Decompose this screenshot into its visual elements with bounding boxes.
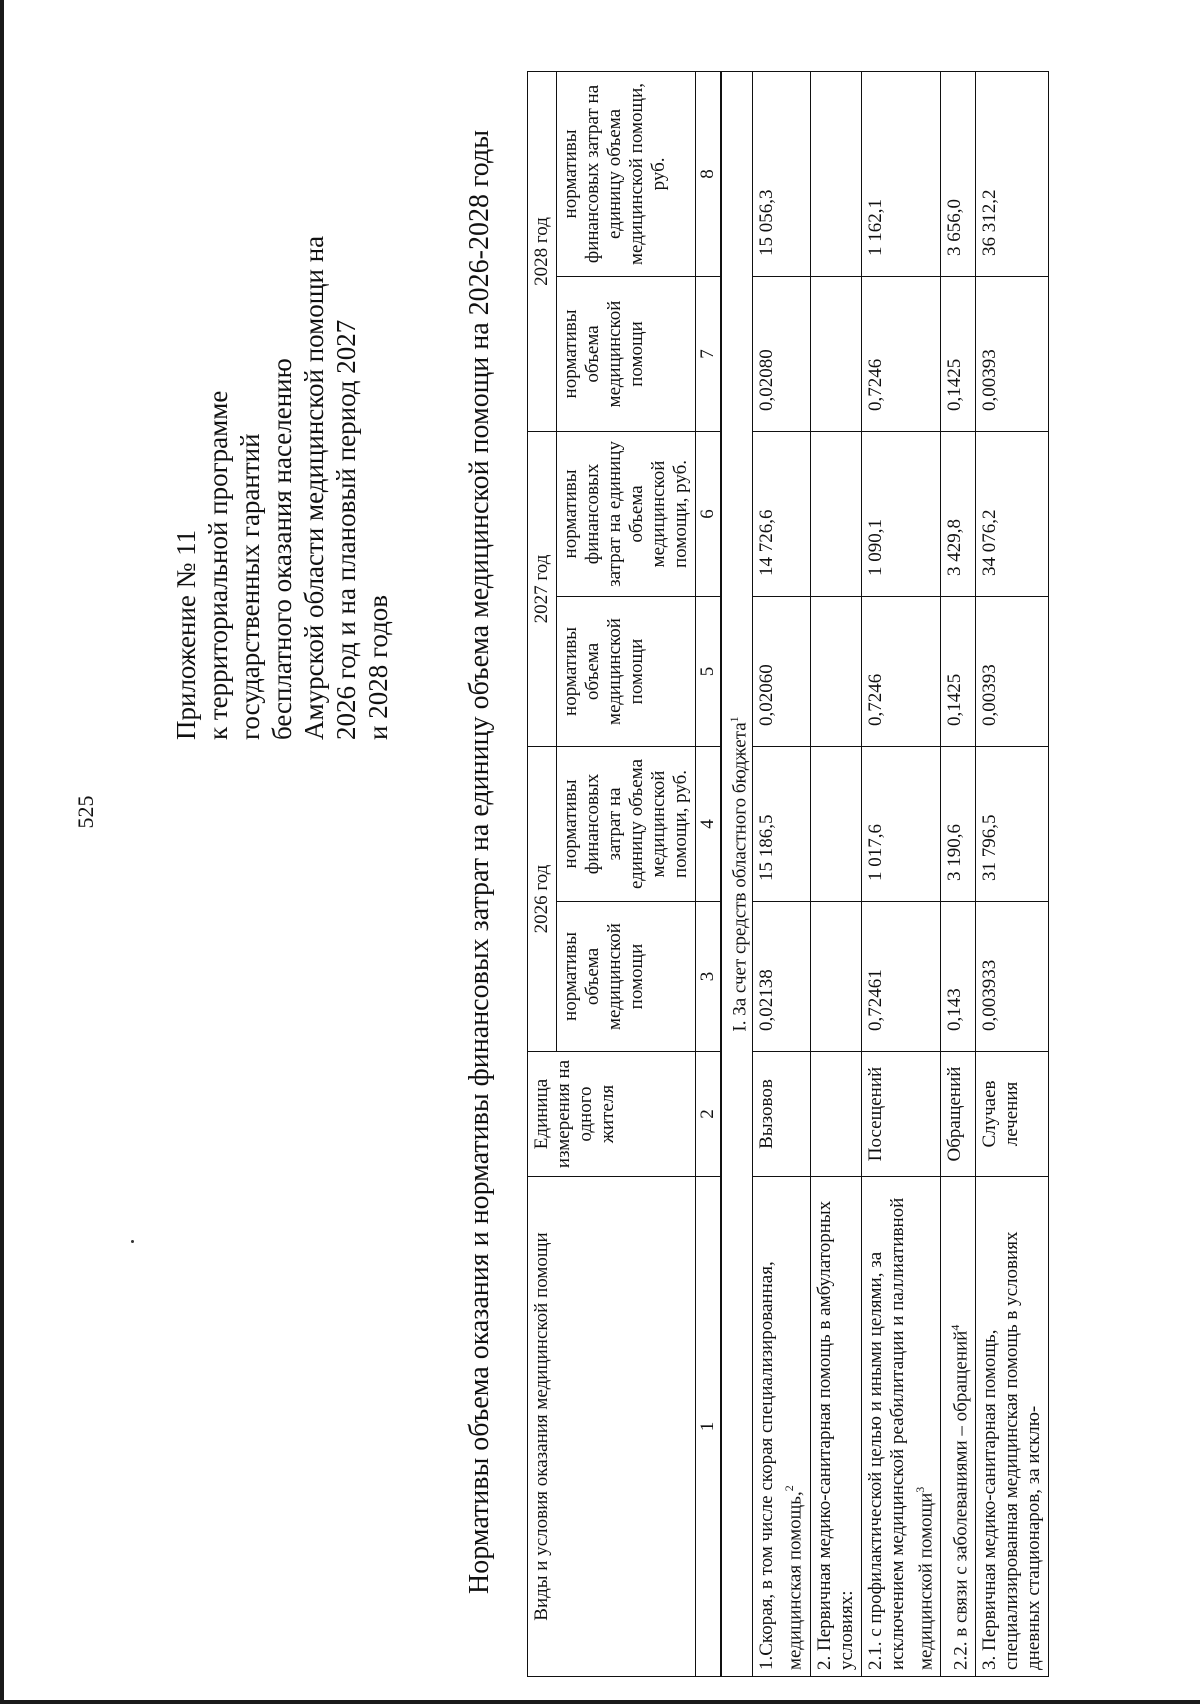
row-finance-2027: 1 090,1 [861,431,940,596]
column-number: 4 [696,746,722,901]
row-finance-2026 [810,746,861,901]
row-volume-2027: 0,02060 [753,596,810,746]
row-volume-2027 [810,596,861,746]
appendix-line: государственных гарантий [235,433,265,740]
row-volume-2026: 0,72461 [861,902,940,1052]
row-volume-2027: 0,00393 [976,596,1049,746]
column-number: 7 [696,276,722,431]
row-volume-2028: 0,02080 [753,276,810,431]
header-volume-2027: нормативы объема медицинской помощи [557,596,696,746]
table-row [940,71,975,1676]
row-volume-2028: 0,1425 [940,276,975,431]
row-name-text: 2.2. в связи с заболеваниями – обращений [950,1330,972,1670]
row-finance-2027: 34 076,2 [976,431,1049,596]
row-unit: Обращений [940,1052,975,1177]
header-year-2026: 2026 год [528,746,557,1051]
row-volume-2027: 0,7246 [861,596,940,746]
header-finance-2028: нормативы финансовых затрат на единицу объема медицинской помощи, руб. [557,71,696,276]
row-unit: Посещений [861,1052,940,1177]
row-name [861,1177,940,1677]
row-unit [810,1052,861,1177]
row-finance-2027 [810,431,861,596]
table-row [976,71,1049,1676]
header-volume-2028: нормативы объема медицинской помощи [557,276,696,431]
row-volume-2028: 0,7246 [861,276,940,431]
column-number: 3 [696,902,722,1052]
section-title [721,71,753,1676]
table-row [753,71,810,1676]
column-number: 1 [696,1177,722,1677]
section-row [721,71,753,1676]
row-name [976,1177,1049,1677]
table-row [861,71,940,1676]
footnote-mark: 4 [947,1324,962,1331]
row-finance-2027: 14 726,6 [753,431,810,596]
row-unit: Вызовов [753,1052,810,1177]
row-name [810,1177,861,1677]
row-volume-2026: 0,003933 [976,902,1049,1052]
row-finance-2026: 15 186,5 [753,746,810,901]
row-volume-2026: 0,143 [940,902,975,1052]
row-finance-2026: 3 190,6 [940,746,975,901]
appendix-line: к территориальной программе [203,390,233,740]
row-name-text: 3. Первичная медико-санитарная помощь, специализированная медицинская помощь в условиях дневных стационаров, за исклю- [979,1231,1045,1670]
row-volume-2028 [810,276,861,431]
appendix-line: 2026 год и на плановый период 2027 [331,319,361,740]
column-number: 5 [696,596,722,746]
norms-table [527,71,1049,1677]
row-unit: Случаев лечения [976,1052,1049,1177]
row-volume-2027: 0,1425 [940,596,975,746]
footnote-mark: 2 [782,1485,797,1492]
row-volume-2026 [810,902,861,1052]
appendix-line: и 2028 годов [363,594,393,740]
header-year-2027: 2027 год [528,431,557,746]
header-volume-2026: нормативы объема медицинской помощи [557,902,696,1052]
row-finance-2026: 1 017,6 [861,746,940,901]
header-kinds: Виды и условия оказания медицинской помощи [528,1177,696,1677]
row-finance-2028: 36 312,2 [976,71,1049,276]
row-volume-2026: 0,02138 [753,902,810,1052]
row-name-text: 2. Первичная медико-санитарная помощь в амбулаторных условиях: [813,1200,857,1670]
section-footnote-mark: 1 [727,716,741,723]
norms-table-container [527,72,1093,1677]
scan-speck [131,1240,134,1243]
column-number: 2 [696,1052,722,1177]
row-finance-2028: 1 162,1 [861,71,940,276]
header-row-years [528,71,557,1676]
document-title: Нормативы объема оказания и нормативы финансовых затрат на единицу объема медицинской помощи на 2026-2028 годы [464,129,495,1594]
header-unit: Единица измерения на одного жителя [528,1052,696,1177]
column-number: 8 [696,71,722,276]
row-finance-2028: 3 656,0 [940,71,975,276]
footnote-mark: 3 [912,1486,927,1493]
row-name [940,1177,975,1677]
section-text: I. За счет средств областного бюджета [729,722,751,1032]
appendix-line: Приложение № 11 [171,529,201,740]
row-finance-2028 [810,71,861,276]
row-volume-2028: 0,00393 [976,276,1049,431]
row-name [753,1177,810,1677]
header-year-2028: 2028 год [528,71,557,431]
page-number: 525 [73,795,98,829]
row-name-text: 1.Скорая, в том числе скорая специализированная, медицинская помощь, [756,1261,806,1670]
row-finance-2026: 31 796,5 [976,746,1049,901]
table-row [810,71,861,1676]
appendix-line: бесплатного оказания населению [267,358,297,740]
row-finance-2028: 15 056,3 [753,71,810,276]
header-finance-2026: нормативы финансовых затрат на единицу объема медицинской помощи, руб. [557,746,696,901]
header-finance-2027: нормативы финансовых затрат на единицу объема медицинской помощи, руб. [557,431,696,596]
appendix-line: Амурской области медицинской помощи на [299,235,329,740]
column-number: 6 [696,431,722,596]
column-number-row [696,71,722,1676]
row-finance-2027: 3 429,8 [940,431,975,596]
row-name-text: 2.1. с профилактической целью и иными целями, за исключением медицинской реабилитации и паллиативной медицинской помощи [864,1197,936,1670]
